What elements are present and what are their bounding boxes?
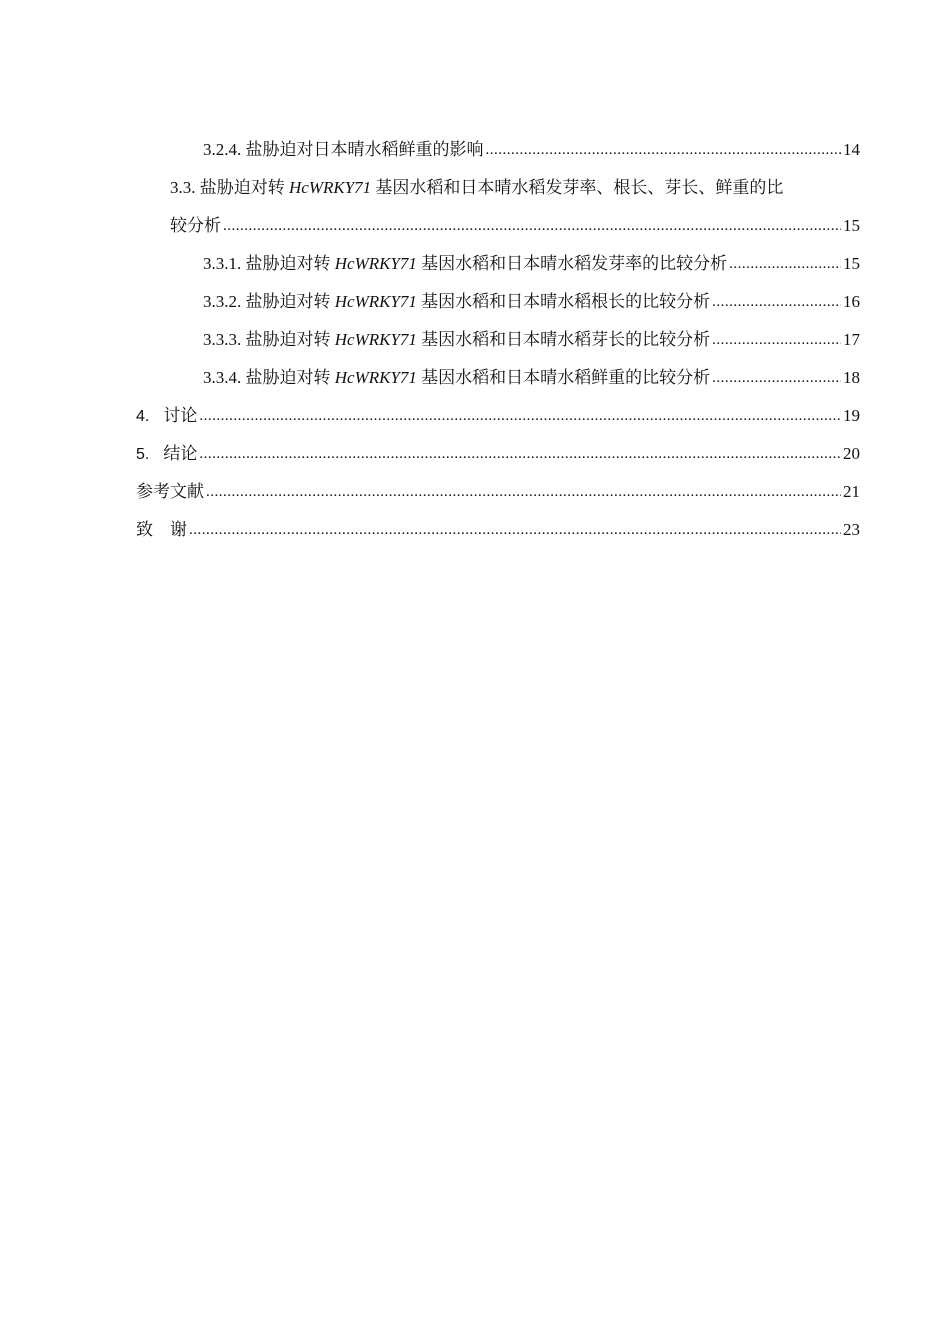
toc-entry-3-2-4[interactable]: [136, 136, 860, 174]
toc-title-prefix: 3.3. 盐胁迫对转: [170, 178, 289, 197]
toc-title-prefix: 3.3.2. 盐胁迫对转: [203, 292, 335, 311]
toc-entry-3-3-1[interactable]: [136, 250, 860, 288]
toc-title-suffix: 基因水稻和日本晴水稻鲜重的比较分析: [416, 368, 711, 387]
dot-leader: [712, 325, 841, 354]
toc-title-prefix: 3.3.4. 盐胁迫对转: [203, 368, 335, 387]
dot-leader: [223, 211, 841, 240]
dot-leader: [189, 515, 841, 544]
toc-entry-3-3-2[interactable]: [136, 288, 860, 326]
dot-leader: [729, 249, 841, 278]
toc-entry-title: [170, 174, 783, 202]
toc-page-number: 19: [843, 406, 860, 425]
dot-leader: [486, 135, 842, 164]
dot-leader: [712, 363, 841, 392]
toc-entry-title: [203, 288, 710, 316]
toc-page-number: 14: [843, 140, 860, 159]
gene-name: HcWRKY71: [334, 368, 417, 387]
toc-entry-4[interactable]: [136, 402, 860, 440]
toc-section-number: 4.: [136, 408, 150, 425]
gene-name: HcWRKY71: [334, 254, 417, 273]
toc-entry-title-continued: 较分析: [170, 216, 221, 235]
toc-entry-3-3-3[interactable]: [136, 326, 860, 364]
toc-title-suffix: 基因水稻和日本晴水稻发芽率、根长、芽长、鲜重的比: [371, 178, 784, 197]
toc-entry-title: 讨论: [163, 406, 198, 425]
toc-entry-title: 结论: [163, 444, 198, 463]
dot-leader: [206, 477, 841, 506]
toc-title-suffix: 基因水稻和日本晴水稻芽长的比较分析: [416, 330, 711, 349]
dot-leader: [712, 287, 841, 316]
toc-entry-title: [203, 364, 710, 392]
toc-entry-references[interactable]: [136, 478, 860, 516]
toc-entry-3-3-line1[interactable]: [136, 174, 860, 212]
gene-name: HcWRKY71: [334, 330, 417, 349]
toc-page-number: 16: [843, 292, 860, 311]
toc-page-number: 23: [843, 520, 860, 539]
toc-page-number: 17: [843, 330, 860, 349]
gene-name: HcWRKY71: [334, 292, 417, 311]
toc-entry-3-3-line2[interactable]: [136, 212, 860, 250]
toc-entry-title: 参考文献: [136, 482, 204, 501]
toc-entry-title: [203, 326, 710, 354]
toc-title-prefix: 3.3.1. 盐胁迫对转: [203, 254, 335, 273]
toc-title-suffix: 基因水稻和日本晴水稻发芽率的比较分析: [416, 254, 728, 273]
toc-page-number: 20: [843, 444, 860, 463]
toc-entry-5[interactable]: [136, 440, 860, 478]
toc-entry-title: 致 谢: [136, 520, 187, 539]
gene-name: HcWRKY71: [289, 178, 372, 197]
table-of-contents: [136, 136, 860, 554]
toc-entry-3-3-4[interactable]: [136, 364, 860, 402]
dot-leader: [199, 439, 841, 468]
toc-entry-title: [203, 250, 727, 278]
toc-entry-acknowledgements[interactable]: [136, 516, 860, 554]
toc-title-suffix: 基因水稻和日本晴水稻根长的比较分析: [416, 292, 711, 311]
dot-leader: [199, 401, 841, 430]
toc-section-number: 5.: [136, 446, 150, 463]
toc-entry-title: 3.2.4. 盐胁迫对日本晴水稻鲜重的影响: [203, 140, 484, 159]
toc-title-prefix: 3.3.3. 盐胁迫对转: [203, 330, 335, 349]
toc-page-number: 15: [843, 254, 860, 273]
toc-page-number: 18: [843, 368, 860, 387]
toc-page-number: 21: [843, 482, 860, 501]
toc-page-number: 15: [843, 216, 860, 235]
